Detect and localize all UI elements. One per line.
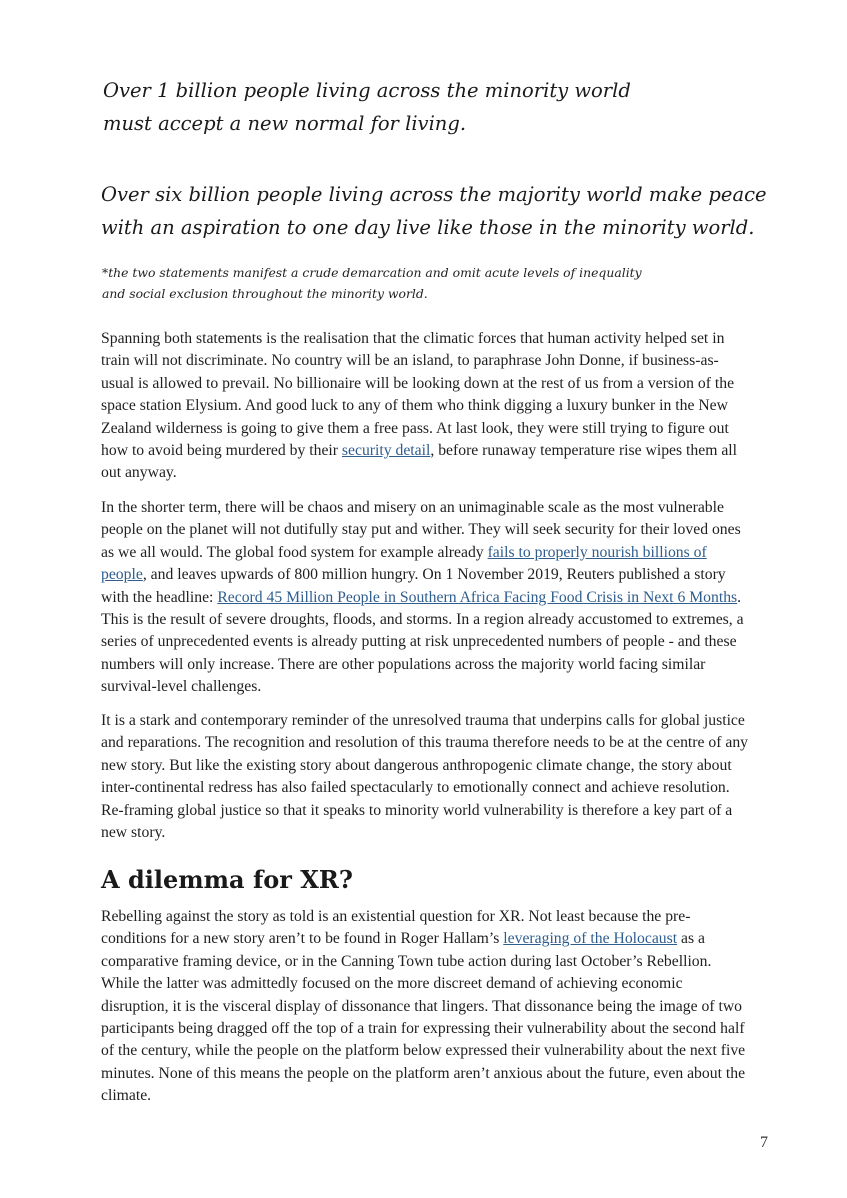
body-paragraph-1 <box>101 328 751 485</box>
security-detail-link[interactable]: security detail <box>341 442 431 460</box>
quote-line: Over 1 billion people living across the minority world <box>103 79 631 102</box>
paragraph-text: . This is the result of severe droughts, floods, and storms. In a region already accustomed to extremes, a series of unprecedented events is already putting at risk unprecedented numbers of people - and these numbers will only increase. There are other populations across the majority world facing similar survival-level challenges. <box>101 588 744 696</box>
body-paragraph-2 <box>101 497 751 699</box>
page-number: 7 <box>760 1134 768 1151</box>
paragraph-text: , and leaves upwards of 800 million hungry. On 1 November 2019, Reuters published a story with the headline: <box>101 566 726 606</box>
quote-line: must accept a new normal for living. <box>103 112 467 135</box>
quote-minority-world <box>103 74 631 140</box>
quote-line: with an aspiration to one day live like those in the minority world. <box>101 216 755 239</box>
paragraph-text: , before runaway temperature rise wipes them all out anyway. <box>101 442 738 482</box>
footnote-note <box>102 262 642 304</box>
section-heading: A dilemma for XR? <box>101 865 353 894</box>
footnote-line: *the two statements manifest a crude demarcation and omit acute levels of inequality <box>102 265 642 280</box>
footnote-line: and social exclusion throughout the minority world. <box>102 286 428 301</box>
body-paragraph-4 <box>101 906 751 1108</box>
holocaust-link[interactable]: leveraging of the Holocaust <box>503 930 678 948</box>
paragraph-text: Rebelling against the story as told is an existential question for XR. Not least because the pre-conditions for a new story aren’t to be found in Roger Hallam’s <box>101 908 691 948</box>
paragraph-text: as a comparative framing device, or in the Canning Town tube action during last October’s Rebellion. While the latter was admittedly focused on the more discreet demand of achieving economic disruption, it is the visceral display of dissonance that lingers. That dissonance being the image of two participants being dragged off the top of a train for expressing their vulnerability about the second half of the century, while the people on the platform below expressed their vulnerability about the next five minutes. None of this means the people on the platform aren’t anxious about the future, even about the climate. <box>101 930 746 1105</box>
food-system-link[interactable]: fails to properly nourish billions of people <box>101 543 707 584</box>
paragraph-text: Spanning both statements is the realisation that the climatic forces that human activity helped set in train will not discriminate. No country will be an island, to paraphrase John Donne, if business-as-usual is allowed to prevail. No billionaire will be looking down at the rest of us from a version of the space station Elysium. And good luck to any of them who think digging a luxury bunker in the New Zealand wilderness is going to give them a free pass. At last look, they were still trying to figure out how to avoid being murdered by their <box>101 330 735 460</box>
reuters-headline-link[interactable]: Record 45 Million People in Southern Africa Facing Food Crisis in Next 6 Months <box>217 588 738 606</box>
quote-majority-world <box>101 178 767 244</box>
body-paragraph-3: It is a stark and contemporary reminder of the unresolved trauma that underpins calls for global justice and reparations. The recognition and resolution of this trauma therefore needs to be at the centre of any new story. But like the existing story about dangerous anthropogenic climate change, the story about inter-continental redress has also failed spectacularly to emotionally connect and achieve resolution. Re-framing global justice so that it speaks to minority world vulnerability is therefore a key part of a new story. <box>101 712 749 842</box>
paragraph-text: In the shorter term, there will be chaos and misery on an unimaginable scale as the most vulnerable people on the planet will not dutifully stay put and wither. They will seek security for their loved ones as we all would. The global food system for example already <box>101 499 741 561</box>
quote-line: Over six billion people living across the majority world make peace <box>101 183 767 206</box>
